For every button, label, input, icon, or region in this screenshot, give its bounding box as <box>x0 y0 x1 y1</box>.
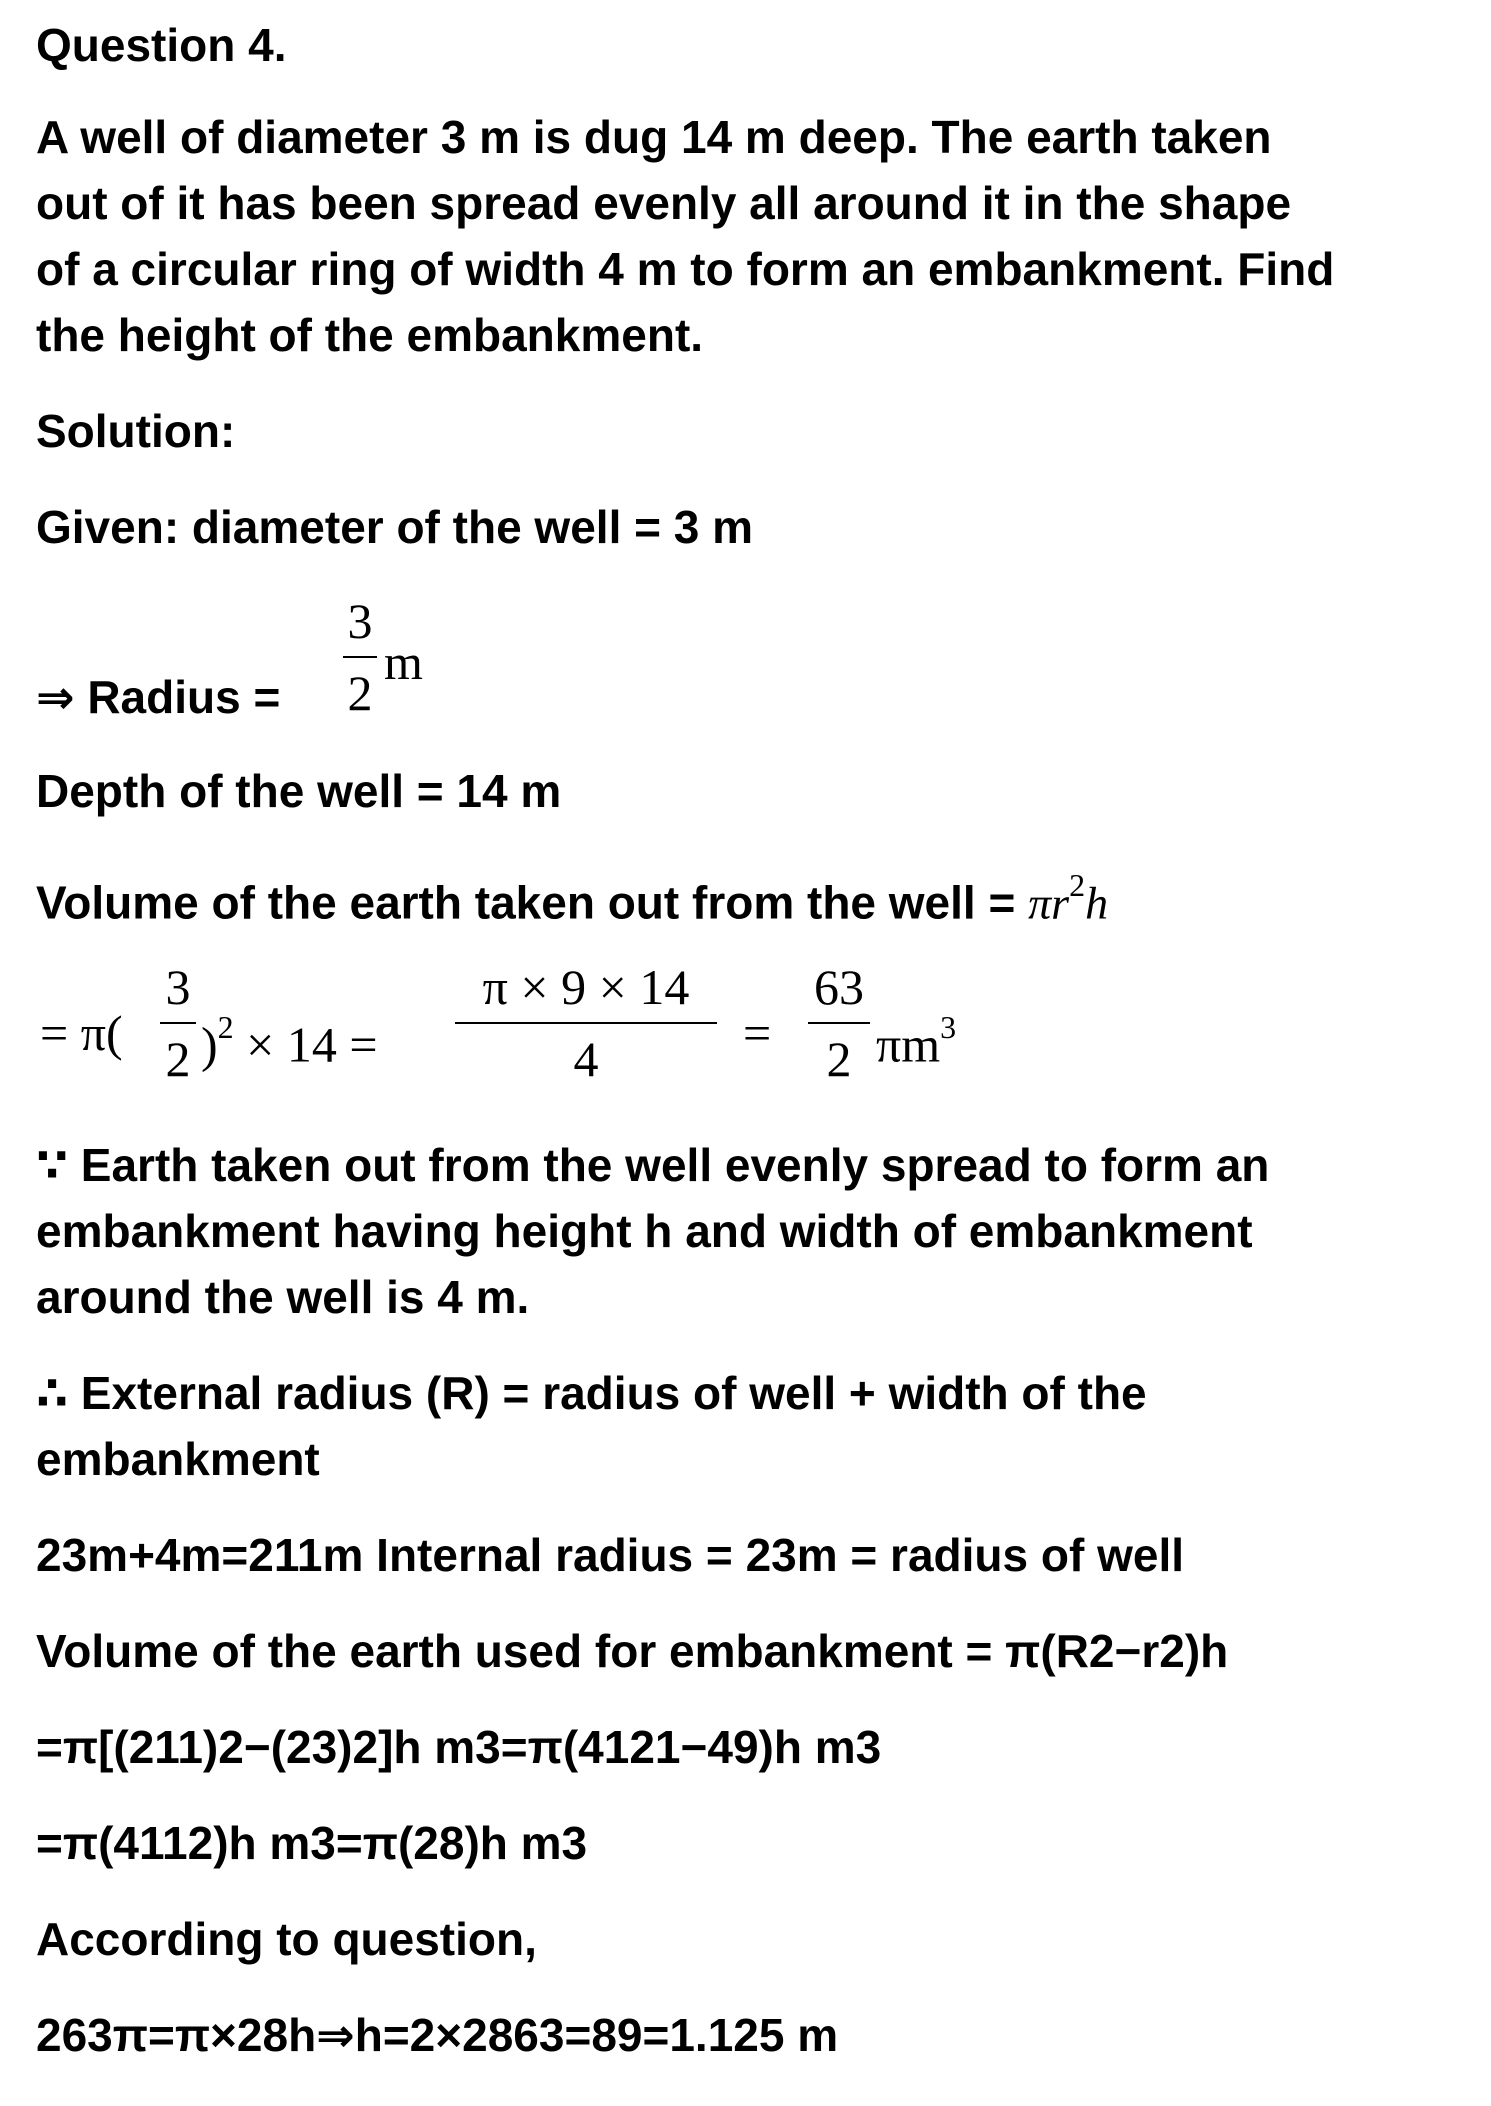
according-line: According to question, <box>36 1913 537 1965</box>
given-line: Given: diameter of the well = 3 m <box>36 501 754 553</box>
calc-pi-m-cubed <box>876 1003 956 1075</box>
radii-line: 23m+4m=211m Internal radius = 23m = radius of well <box>36 1529 1185 1581</box>
therefore-line-2: embankment <box>36 1433 320 1485</box>
fraction-bar <box>160 1022 196 1024</box>
calc-pi-open: = π( <box>40 1005 123 1061</box>
solution-title: Solution: <box>36 405 236 457</box>
calc-pi-m: πm <box>876 1016 941 1073</box>
fraction-bar <box>343 656 377 658</box>
calc-f2-den: 4 <box>573 1031 599 1087</box>
volume-line <box>36 858 1108 936</box>
fraction-bar <box>808 1022 870 1024</box>
calc-fraction-2 <box>455 958 717 1088</box>
question-line-3: of a circular ring of width 4 m to form an embankment. Find <box>36 243 1335 295</box>
calc-times-14: × 14 = <box>233 1016 378 1073</box>
final-line: 263π=π×28h⇒h=2×2863=89=1.125 m <box>36 2009 839 2061</box>
formula-pi-r: πr <box>1028 877 1070 929</box>
calc-close-paren: ) <box>201 1016 218 1073</box>
radius-denominator: 2 <box>347 665 373 721</box>
question-line-1: A well of diameter 3 m is dug 14 m deep. The earth taken <box>36 111 1272 163</box>
calc-fraction-1 <box>160 958 196 1088</box>
calc-f3-num: 63 <box>814 959 864 1015</box>
calc-f2-num: π × 9 × 14 <box>482 959 690 1015</box>
question-title: Question 4. <box>36 19 287 71</box>
calc-equals-2: = <box>743 1005 772 1061</box>
because-line-3: around the well is 4 m. <box>36 1271 530 1323</box>
volume-used-line: Volume of the earth used for embankment = π(R2−r2)h <box>36 1625 1229 1677</box>
step-2-line: =π(4112)h m3=π(28)h m3 <box>36 1817 588 1869</box>
calc-cube: 3 <box>940 1009 957 1045</box>
question-line-4: the height of the embankment. <box>36 309 704 361</box>
volume-text: Volume of the earth taken out from the well = <box>36 876 1029 929</box>
radius-numerator: 3 <box>347 593 373 649</box>
calc-close <box>201 1003 378 1075</box>
calc-f1-den: 2 <box>165 1031 191 1087</box>
because-line-2: embankment having height h and width of embankment <box>36 1205 1253 1257</box>
calc-fraction-3 <box>808 958 870 1088</box>
calc-f1-num: 3 <box>165 959 191 1015</box>
question-line-2: out of it has been spread evenly all around it in the shape <box>36 177 1292 229</box>
step-1-line: =π[(211)2−(23)2]h m3=π(4121−49)h m3 <box>36 1721 882 1773</box>
therefore-line-1: ∴ External radius (R) = radius of well + width of the <box>36 1367 1147 1419</box>
calc-square: 2 <box>217 1009 234 1045</box>
formula-h: h <box>1085 877 1109 929</box>
depth-line: Depth of the well = 14 m <box>36 765 562 817</box>
radius-unit: m <box>384 634 423 690</box>
fraction-bar <box>455 1022 717 1024</box>
because-line-1: ∵ Earth taken out from the well evenly spread to form an <box>36 1139 1270 1191</box>
formula-square: 2 <box>1069 867 1086 903</box>
radius-fraction <box>343 592 377 722</box>
radius-label: ⇒ Radius = <box>36 671 281 723</box>
calc-f3-den: 2 <box>826 1031 852 1087</box>
